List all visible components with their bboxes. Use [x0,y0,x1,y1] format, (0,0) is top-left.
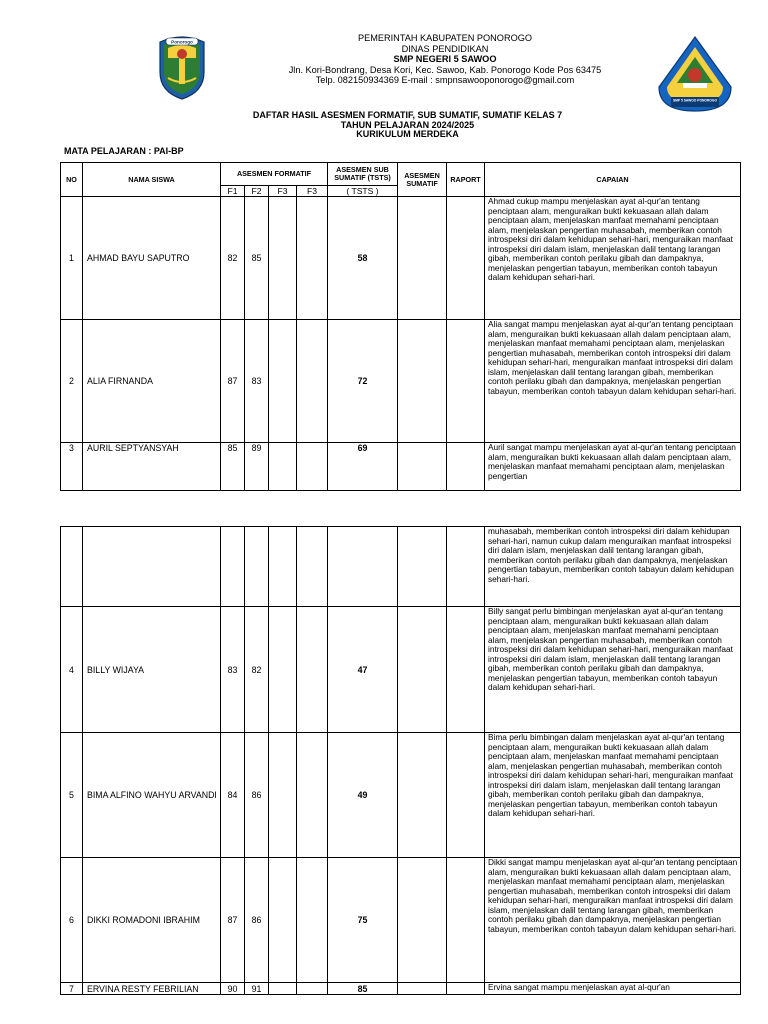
score-raport [447,197,485,320]
document-title [200,111,615,140]
capaian-text: muhasabah, memberikan contoh introspeksi diri dalam kehidupan sehari-hari, namun cukup dalam menguraikan manfaat introspeksi diri dalam islam, menjelaskan dalil tentang larangan gibah, memberikan contoh perilaku gibah dan dampaknya, menjelaskan pengertian tabayun, memberikan contoh tabayun dalam kehidupan sehari-hari. [485,527,741,607]
letterhead-department: DINAS PENDIDIKAN [401,43,489,54]
header-f3: F3 [297,186,328,197]
score-f1 [221,527,245,607]
title-line-2: TAHUN PELAJARAN 2024/2025 [340,119,475,130]
score-sumatif [398,858,447,983]
capaian-text: Alia sangat mampu menjelaskan ayat al-qur'an tentang penciptaan alam, menguraikan bukti kekuasaan allah dalam penciptaan alam, menjelaskan manfaat memahami penciptaan alam, menjelaskan pengertian muhasabah, memberikan contoh introspeksi diri dalam kehidupan sehari-hari, menguraikan manfaat introspeksi diri dalam islam, menjelaskan dalil tentang larangan gibah, memberikan contoh perilaku gibah dan dampaknya, menjelaskan pengertian tabayun, memberikan contoh tabayun dalam kehidupan sehari-hari. [485,320,741,443]
header-tsts: ( TSTS ) [328,186,398,197]
score-sumatif [398,527,447,607]
score-sumatif [398,320,447,443]
score-f2 [245,527,269,607]
score-sumatif [398,733,447,858]
header-no: NO [61,163,83,197]
student-name [83,527,221,607]
score-f1: 83 [221,607,245,733]
score-f2: 89 [245,443,269,491]
table-row [61,858,741,983]
score-sub-sumatif: 49 [328,733,398,858]
score-sumatif [398,197,447,320]
student-name: BIMA ALFINO WAHYU ARVANDI [83,733,221,858]
title-line-1: DAFTAR HASIL ASESMEN FORMATIF, SUB SUMATIF, SUMATIF KELAS 7 [252,110,563,120]
capaian-text: Ervina sangat mampu menjelaskan ayat al-qur'an [485,983,741,995]
smpn5-sawoo-logo [657,35,733,113]
header-raport: RAPORT [447,163,485,197]
svg-text:Ponorogo: Ponorogo [171,39,193,45]
score-f3 [297,607,328,733]
score-f2: 86 [245,733,269,858]
student-name: DIKKI ROMADONI IBRAHIM [83,858,221,983]
row-number: 2 [61,320,83,443]
student-name: BILLY WIJAYA [83,607,221,733]
score-raport [447,443,485,491]
row-number [61,527,83,607]
header-f3: F3 [269,186,297,197]
score-sumatif [398,607,447,733]
table-row [61,983,741,995]
score-f3 [297,443,328,491]
capaian-text: Dikki sangat mampu menjelaskan ayat al-qur'an tentang penciptaan alam, menguraikan bukti kekuasaan allah dalam penciptaan alam, menjelaskan manfaat memahami penciptaan alam, menjelaskan pengertian muhasabah, memberikan contoh introspeksi diri dalam kehidupan sehari-hari, menguraikan manfaat introspeksi diri dalam islam, menjelaskan dalil tentang larangan gibah, memberikan contoh perilaku gibah dan dampaknya, menjelaskan pengertian tabayun, memberikan contoh tabayun dalam kehidupan sehari-hari. [485,858,741,983]
score-sub-sumatif: 85 [328,983,398,995]
score-f3 [297,858,328,983]
assessment-table-part-1 [60,162,741,491]
header-sumatif: ASESMEN SUMATIF [398,163,447,197]
capaian-text: Auril sangat mampu menjelaskan ayat al-qur'an tentang penciptaan alam, menguraikan bukti kekuasaan allah dalam penciptaan alam, menjelaskan manfaat memahami penciptaan alam, menjelaskan pengertian [485,443,741,491]
score-raport [447,607,485,733]
score-f3 [269,320,297,443]
header-formatif: ASESMEN FORMATIF [221,163,328,186]
table-row [61,443,741,491]
svg-text:SMP 5 SAWOO PONOROGO: SMP 5 SAWOO PONOROGO [672,98,718,103]
score-sumatif [398,443,447,491]
capaian-text: Billy sangat perlu bimbingan menjelaskan ayat al-qur'an tentang penciptaan alam, menguraikan bukti kekuasaan allah dalam penciptaan alam, menjelaskan manfaat memahami penciptaan alam, menjelaskan pengertian muhasabah, memberikan contoh introspeksi diri dalam kehidupan sehari-hari, menguraikan manfaat introspeksi diri dalam islam, menjelaskan dalil tentang larangan gibah, memberikan contoh perilaku gibah dan dampaknya, menjelaskan pengertian tabayun, memberikan contoh tabayun dalam kehidupan sehari-hari. [485,607,741,733]
row-number: 7 [61,983,83,995]
header-name: NAMA SISWA [83,163,221,197]
letterhead-government: PEMERINTAH KABUPATEN PONOROGO [357,33,533,43]
score-f1: 87 [221,858,245,983]
score-f3 [269,527,297,607]
row-number: 1 [61,197,83,320]
score-f3 [297,983,328,995]
header-capaian: CAPAIAN [485,163,741,197]
score-f1: 85 [221,443,245,491]
score-sub-sumatif: 75 [328,858,398,983]
table-row [61,607,741,733]
score-f3 [269,443,297,491]
score-f2: 85 [245,197,269,320]
score-sub-sumatif: 47 [328,607,398,733]
score-raport [447,320,485,443]
score-f3 [297,197,328,320]
score-f3 [269,607,297,733]
score-f3 [269,983,297,995]
student-name: AHMAD BAYU SAPUTRO [83,197,221,320]
table-row [61,527,741,607]
letterhead [240,33,650,86]
capaian-text: Ahmad cukup mampu menjelaskan ayat al-qur'an tentang penciptaan alam, menguraikan bukti kekuasaan allah dalam penciptaan alam, menjelaskan manfaat memahami penciptaan alam, menjelaskan pengertian muhasabah, memberikan contoh introspeksi diri dalam kehidupan sehari-hari, menguraikan manfaat introspeksi diri dalam islam, menjelaskan dalil tentang larangan gibah, memberikan contoh perilaku gibah dan dampaknya, menjelaskan pengertian tabayun, memberikan contoh tabayun dalam kehidupan sehari-hari. [485,197,741,320]
title-line-3: KURIKULUM MERDEKA [356,129,459,140]
header-f2: F2 [245,186,269,197]
score-f3 [297,320,328,443]
score-f2: 82 [245,607,269,733]
score-f3 [297,527,328,607]
score-f1: 90 [221,983,245,995]
score-raport [447,733,485,858]
score-f3 [297,733,328,858]
score-f2: 83 [245,320,269,443]
score-sumatif [398,983,447,995]
score-f1: 84 [221,733,245,858]
table-row [61,733,741,858]
subject-label: MATA PELAJARAN : PAI-BP [64,146,184,156]
student-name: ALIA FIRNANDA [83,320,221,443]
capaian-text: Bima perlu bimbingan dalam menjelaskan ayat al-qur'an tentang penciptaan alam, menguraikan bukti kekuasaan allah dalam penciptaan alam, menjelaskan manfaat memahami penciptaan alam, menjelaskan pengertian muhasabah, memberikan contoh introspeksi diri dalam kehidupan sehari-hari, menguraikan manfaat introspeksi diri dalam islam, menjelaskan dalil tentang larangan gibah, memberikan contoh perilaku gibah dan dampaknya, menjelaskan pengertian tabayun, memberikan contoh tabayun dalam kehidupan sehari-hari. [485,733,741,858]
score-f3 [269,197,297,320]
score-sub-sumatif [328,527,398,607]
score-f2: 86 [245,858,269,983]
header-sub-sumatif: ASESMEN SUB SUMATIF (TSTS) [328,163,398,186]
row-number: 3 [61,443,83,491]
student-name: ERVINA RESTY FEBRILIAN [83,983,221,995]
score-sub-sumatif: 72 [328,320,398,443]
letterhead-contact: Telp. 082150934369 E-mail : smpnsawooponorogo@gmail.com [315,75,575,86]
row-number: 6 [61,858,83,983]
score-raport [447,527,485,607]
table-row [61,320,741,443]
score-sub-sumatif: 69 [328,443,398,491]
score-f2: 91 [245,983,269,995]
header-f1: F1 [221,186,245,197]
score-sub-sumatif: 58 [328,197,398,320]
ponorogo-crest-logo [156,34,208,100]
letterhead-address: Jln. Kori-Bondrang, Desa Kori, Kec. Sawoo, Kab. Ponorogo Kode Pos 63475 [288,64,602,75]
assessment-table-part-2 [60,526,741,995]
score-f3 [269,858,297,983]
score-f1: 82 [221,197,245,320]
student-name: AURIL SEPTYANSYAH [83,443,221,491]
score-f1: 87 [221,320,245,443]
table-row [61,197,741,320]
score-raport [447,858,485,983]
row-number: 5 [61,733,83,858]
row-number: 4 [61,607,83,733]
score-f3 [269,733,297,858]
score-raport [447,983,485,995]
letterhead-school-name: SMP NEGERI 5 SAWOO [393,54,497,65]
